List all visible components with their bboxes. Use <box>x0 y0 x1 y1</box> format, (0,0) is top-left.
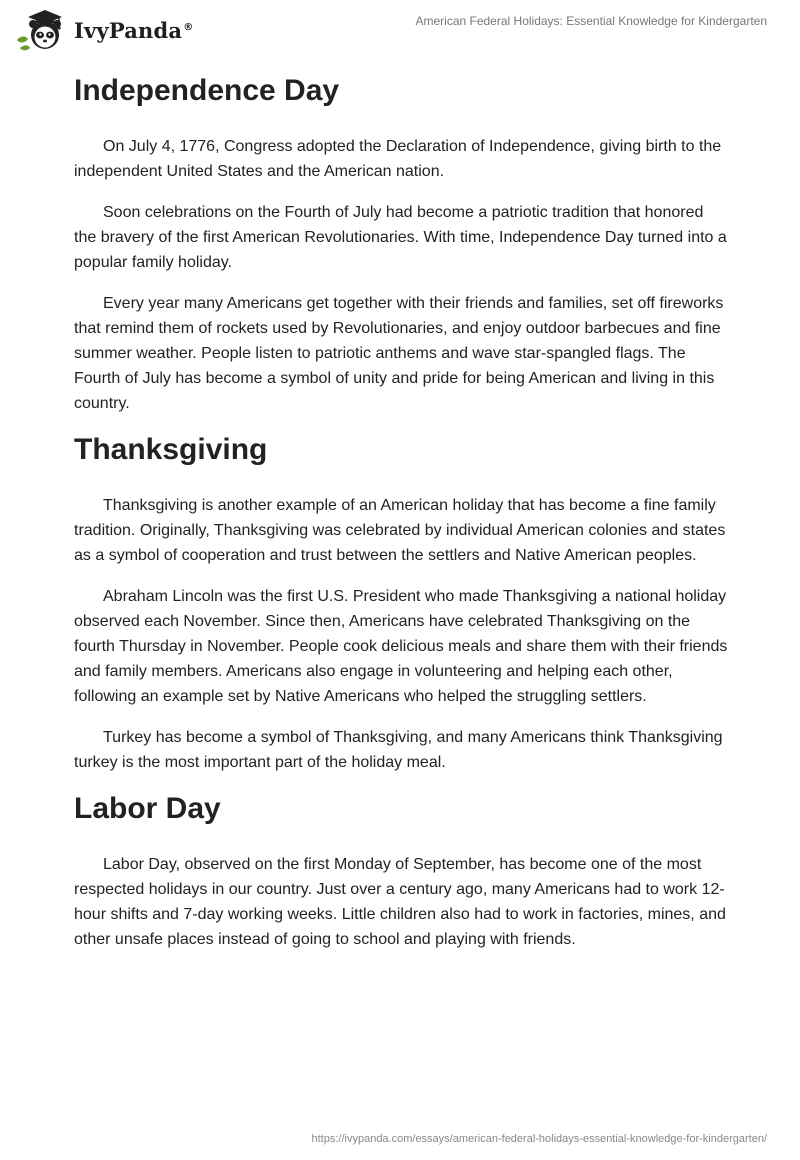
paragraph: Every year many Americans get together with their friends and families, set off fireworks that remind them of rockets used by Revolutionaries, and enjoy outdoor barbecues and fine summer weather. People listen to patriotic anthems and wave star-spangled flags. The Fourth of July has become a symbol of unity and pride for being American and living in this country. <box>74 295 724 412</box>
section-heading-thanksgiving: Thanksgiving <box>74 433 268 466</box>
paragraph: Turkey has become a symbol of Thanksgiving, and many Americans think Thanksgiving turkey is the most important part of the holiday meal. <box>74 729 723 771</box>
ivypanda-logo[interactable] <box>14 8 193 52</box>
page-header <box>0 0 800 60</box>
paragraph: Thanksgiving is another example of an American holiday that has become a fine family tradition. Originally, Thanksgiving was celebrated by individual American colonies and states as a symbol of cooperation and trust between the settlers and Native American peoples. <box>74 497 726 564</box>
paragraph: On July 4, 1776, Congress adopted the Declaration of Independence, giving birth to the independent United States and the American nation. <box>74 138 722 180</box>
document-title: American Federal Holidays: Essential Knowledge for Kindergarten <box>415 14 767 28</box>
source-url-link[interactable]: https://ivypanda.com/essays/american-federal-holidays-essential-knowledge-for-kindergarten/ <box>311 1133 767 1145</box>
registered-mark: ® <box>183 21 194 33</box>
section-heading-independence-day: Independence Day <box>74 74 340 107</box>
panda-graduate-logo-icon <box>14 8 72 52</box>
paragraph: Soon celebrations on the Fourth of July had become a patriotic tradition that honored the bravery of the first American Revolutionaries. With time, Independence Day turned into a popular family holiday. <box>74 204 727 271</box>
logo-text: IvyPanda® <box>74 17 194 43</box>
paragraph: Labor Day, observed on the first Monday of September, has become one of the most respected holidays in our country. Just over a century ago, many Americans had to work 12-hour shifts and 7-day working weeks. Little children also had to work in factories, mines, and other unsafe places instead of going to school and playing with friends. <box>74 856 726 948</box>
article-body <box>74 66 730 968</box>
section-heading-labor-day: Labor Day <box>74 792 221 825</box>
paragraph: Abraham Lincoln was the first U.S. President who made Thanksgiving a national holiday observed each November. Since then, Americans have celebrated Thanksgiving on the fourth Thursday in November. People cook delicious meals and share them with their friends and family members. Americans also engage in volunteering and helping each other, following an example set by Native Americans who helped the struggling settlers. <box>74 588 728 705</box>
